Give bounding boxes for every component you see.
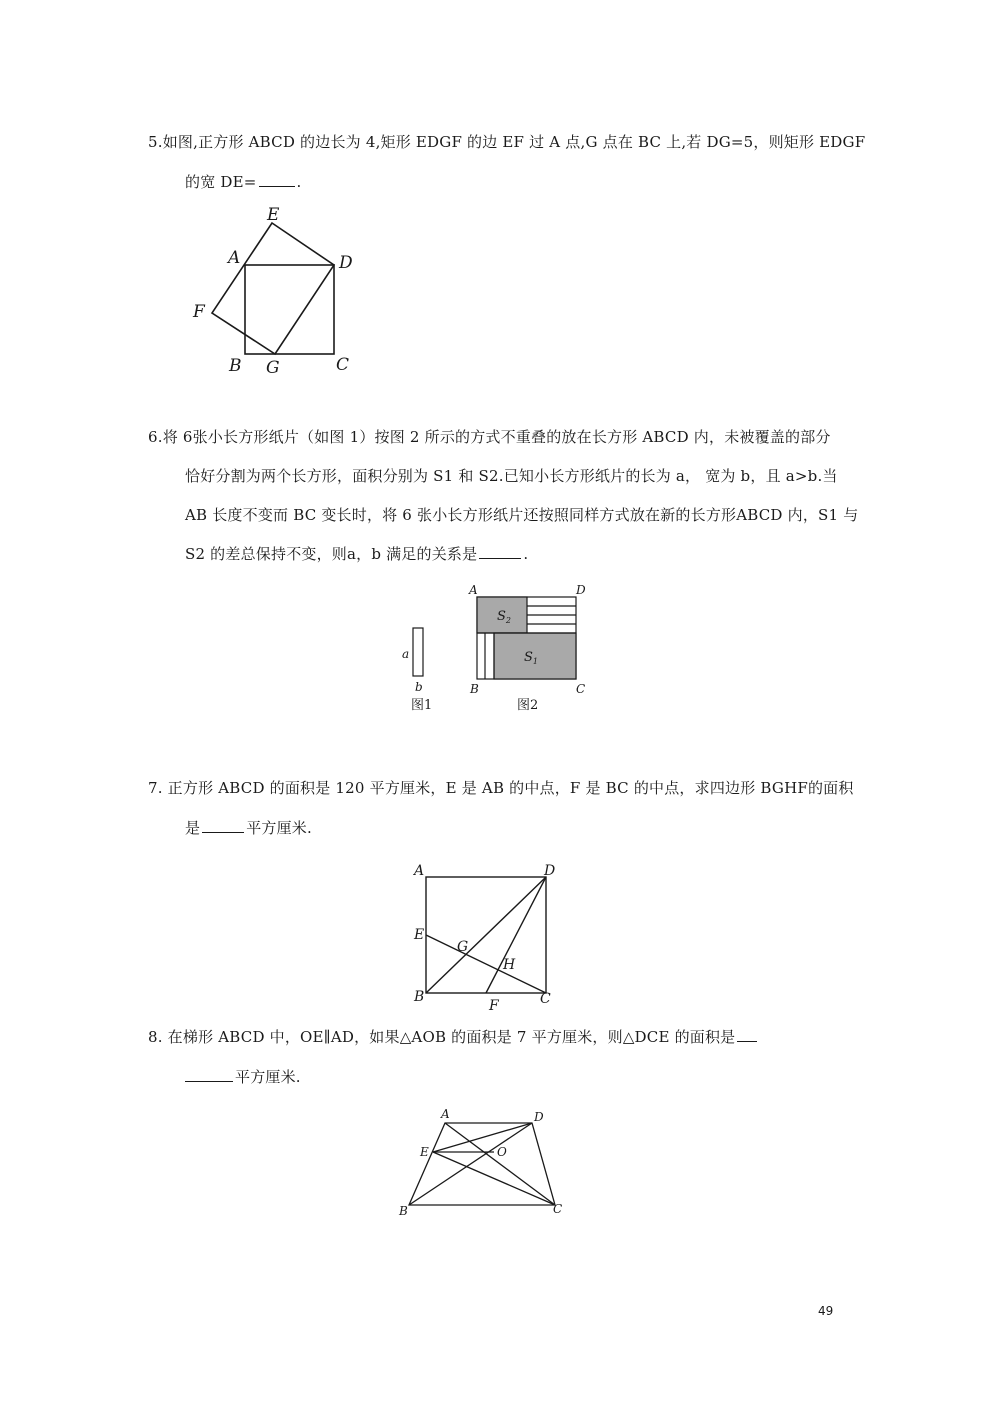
q8-line-1-text: 8. 在梯形 ABCD 中，OE∥AD，如果△AOB 的面积是 7 平方厘米，则△DCE 的面积是 (148, 1028, 736, 1046)
label-d: D (544, 863, 556, 879)
label-a: A (441, 1107, 450, 1121)
q6-line-4-text: S2 的差总保持不变，则a，b 满足的关系是 (185, 545, 478, 563)
label-c: C (553, 1202, 563, 1216)
segment-bd (426, 877, 546, 993)
q6-line-1: 6.将 6张小长方形纸片（如图 1）按图 2 所示的方式不重叠的放在长方形 ABCD 内，未被覆盖的部分 (148, 428, 831, 446)
rectangle-edgf (212, 223, 334, 354)
label-b: B (229, 356, 242, 376)
q8-figure (395, 1105, 575, 1220)
q8-answer-blank-start[interactable] (737, 1027, 757, 1042)
label-d: D (339, 253, 353, 273)
label-c: C (540, 991, 551, 1007)
label-f: F (193, 302, 205, 322)
q5-line-1: 5.如图,正方形 ABCD 的边长为 4,矩形 EDGF 的边 EF 过 A 点,G 点在 BC 上,若 DG=5，则矩形 EDGF (148, 133, 866, 151)
q5-line-2-text: 的宽 DE= (185, 173, 257, 191)
fig1-label-b: b (415, 680, 423, 694)
fig1-label-a: a (402, 647, 410, 661)
q7-line-2-text: 是 (185, 819, 201, 837)
q7-figure (405, 855, 575, 1015)
q6-answer-blank[interactable] (479, 544, 521, 559)
q7-line-1: 7. 正方形 ABCD 的面积是 120 平方厘米，E 是 AB 的中点，F 是 BC 的中点，求四边形 BGHF的面积 (148, 779, 854, 797)
q6-line-4-end: . (523, 545, 529, 563)
q6-figure (395, 580, 595, 720)
q7-line-2 (185, 817, 312, 838)
q6-line-2: 恰好分割为两个长方形，面积分别为 S1 和 S2.已知小长方形纸片的长为 a， 宽为 b，且 a>b.当 (185, 467, 838, 485)
q5-answer-blank[interactable] (259, 172, 295, 187)
label-g: G (457, 939, 469, 955)
fig2-label-b: B (470, 682, 479, 696)
segment-ec (426, 935, 546, 993)
fig2-label-c: C (576, 682, 586, 696)
q5-figure (185, 200, 365, 382)
label-f: F (489, 998, 499, 1014)
fig1-small-rectangle (413, 628, 423, 676)
square-abcd (245, 265, 334, 354)
q7-answer-blank[interactable] (202, 818, 244, 833)
segment-ed (433, 1123, 532, 1152)
fig2-label-s2: $S_2$ (497, 609, 511, 625)
q5-line-2 (185, 171, 301, 192)
segment-df (486, 877, 546, 993)
q6-line-3: AB 长度不变而 BC 变长时，将 6 张小长方形纸片还按照同样方式放在新的长方形ABCD 内，S1 与 (185, 506, 859, 524)
fig2-label-a: A (469, 583, 478, 597)
fig2-label-d: D (576, 583, 586, 597)
label-e: E (267, 205, 280, 225)
label-h: H (503, 957, 516, 973)
label-c: C (336, 355, 350, 375)
label-d: D (534, 1110, 544, 1124)
q6-line-4 (185, 543, 528, 564)
q8-line-2 (185, 1066, 301, 1087)
q7-line-2-end: 平方厘米. (246, 819, 312, 837)
q8-answer-blank-end[interactable] (185, 1067, 233, 1082)
label-o: O (497, 1145, 507, 1159)
label-e: E (420, 1145, 429, 1159)
label-a: A (228, 248, 241, 268)
page-number: 49 (818, 1304, 834, 1318)
label-a: A (414, 863, 425, 879)
label-b: B (414, 989, 425, 1005)
fig2-caption: 图2 (517, 698, 539, 713)
fig2-label-s1: $S_1$ (524, 650, 538, 666)
q5-line-2-end: . (296, 173, 302, 191)
label-e: E (414, 927, 425, 943)
label-b: B (399, 1204, 408, 1218)
q8-line-2-text: 平方厘米. (235, 1068, 301, 1086)
trapezoid-abcd (409, 1123, 555, 1205)
label-g: G (266, 358, 280, 378)
fig2-region-s1 (494, 633, 576, 679)
q8-line-1 (148, 1026, 759, 1047)
fig1-caption: 图1 (411, 698, 433, 713)
